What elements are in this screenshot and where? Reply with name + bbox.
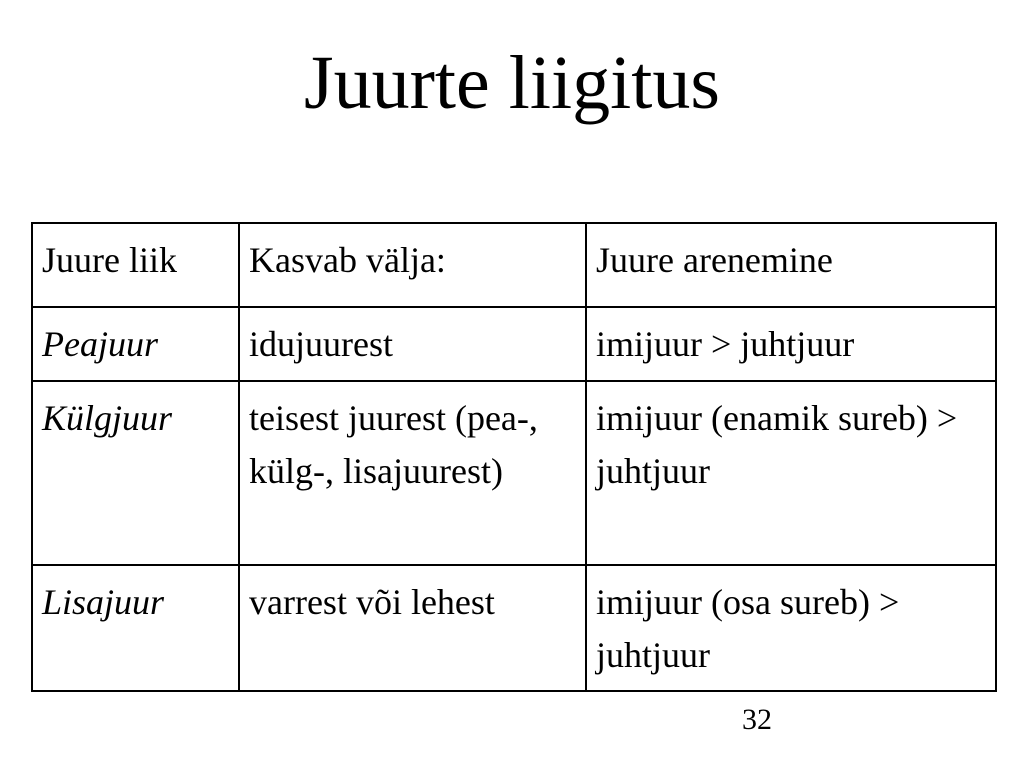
header-development: Juure arenemine	[586, 223, 996, 307]
cell-root-type: Külgjuur	[32, 381, 239, 565]
cell-development: imijuur > juhtjuur	[586, 307, 996, 381]
header-root-type: Juure liik	[32, 223, 239, 307]
root-classification-table	[31, 222, 997, 692]
cell-grows-from: teisest juurest (pea-, külg-, lisajuurest)	[239, 381, 586, 565]
slide-title: Juurte liigitus	[304, 41, 720, 125]
table-row	[32, 381, 996, 565]
cell-root-type: Lisajuur	[32, 565, 239, 691]
cell-development: imijuur (osa sureb) > juhtjuur	[586, 565, 996, 691]
table-row	[32, 565, 996, 691]
header-grows-from: Kasvab välja:	[239, 223, 586, 307]
cell-root-type: Peajuur	[32, 307, 239, 381]
cell-grows-from: varrest või lehest	[239, 565, 586, 691]
table-header-row	[32, 223, 996, 307]
page-number: 32	[742, 703, 772, 736]
cell-grows-from: idujuurest	[239, 307, 586, 381]
table-row	[32, 307, 996, 381]
cell-development: imijuur (enamik sureb) > juhtjuur	[586, 381, 996, 565]
